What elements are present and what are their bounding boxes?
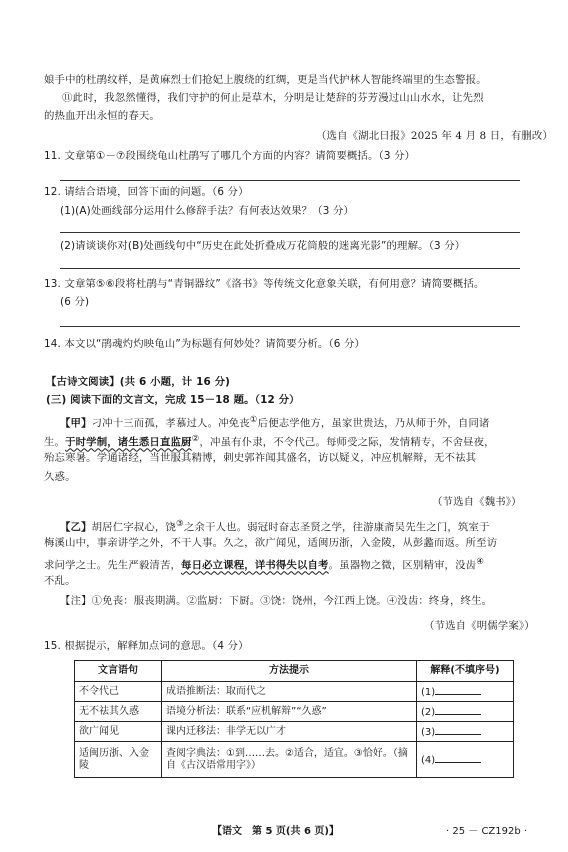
table-row: [75, 742, 514, 778]
jia-text: 后便志学他方，虽家世贵达，乃从师于外，自同诸: [257, 417, 490, 430]
answer-cell[interactable]: [417, 742, 514, 778]
column-header: 文言语句: [75, 661, 162, 682]
jia-line-2: [44, 433, 495, 449]
phrase-cell: 不令代己: [75, 682, 162, 702]
column-header: 方法提示: [162, 661, 417, 682]
underlined-sentence: 每日必立课程，详书得失以自考: [181, 559, 329, 572]
answer-blank[interactable]: [435, 752, 481, 763]
yi-text: 求问学之士。先生严毅清苦，: [44, 559, 182, 572]
hint-cell: 语境分析法：联系“应机解辩”“久惑”: [162, 702, 417, 722]
note-marker: ③: [175, 519, 184, 529]
yi-text: 胡居仁字叔心，饶: [91, 521, 176, 534]
section-heading: 【古诗文阅读】(共 6 小题，计 16 分): [46, 376, 231, 388]
answer-number: (1): [421, 687, 436, 698]
answer-blank[interactable]: [435, 684, 481, 695]
answer-number: (3): [421, 727, 436, 738]
yi-text: 。虽器物之微，区别精审，没齿: [328, 559, 477, 572]
answer-line: [60, 326, 520, 327]
passage-line-1: 娘手中的杜鹃纹样，是黄麻烈士们抢妃上腹绕的红绸，更是当代护林人智能终端里的生态警报。: [44, 74, 487, 86]
jia-line-3: 殆忘寒暑。学通诸经，当世服其精博，刺史郭祚闻其盛名，访以疑义，冲应机解辩，无不祛其: [44, 452, 477, 464]
jia-tag: 【甲】: [60, 417, 92, 430]
yi-tag: 【乙】: [60, 521, 92, 534]
yi-line-3: [44, 556, 484, 572]
answer-blank[interactable]: [435, 704, 481, 715]
answer-line: [60, 232, 520, 233]
jia-source: （节选自《魏书》）: [432, 496, 522, 508]
note-marker: ①: [249, 415, 258, 425]
footer-code: · 25 － CZ192b ·: [446, 826, 528, 837]
question-15: 15. 根据提示，解释加点词的意思。（4 分）: [44, 640, 249, 652]
question-15-table: [74, 660, 514, 778]
table-row: [75, 682, 514, 702]
answer-line: [60, 180, 520, 181]
note-marker: ②: [191, 434, 200, 444]
yi-text: 之余干人也。弱冠时奋志圣贤之学，往游康斋吴先生之门，筑室于: [183, 521, 490, 534]
jia-line-4: 久惑。: [44, 471, 76, 483]
question-11: 11. 文章第①－⑦段围绕龟山杜鹃写了哪几个方面的内容？请简要概括。（3 分）: [44, 150, 416, 162]
yi-line-2: 梅溪山中，事亲讲学之外，不干人事。久之，欲广闻见，适闽历浙，入金陵，从彭蠡而返。所至访: [44, 537, 498, 549]
answer-cell[interactable]: [417, 682, 514, 702]
question-12-1: (1)(A)处画线部分运用什么修辞手法？有何表达效果？（3 分）: [60, 205, 355, 217]
footer-page-label: 【语文 第 5 页(共 6 页)】: [212, 826, 339, 837]
passage-source: （选自《湖北日报》2025 年 4 月 8 日，有删改）: [316, 130, 554, 142]
jia-text: 刁冲十三而孤，孝慕过人。冲免丧: [91, 417, 250, 430]
question-12-2: (2)请谈谈你对(B)处画线句中“历史在此处折叠成万花筒般的迷离光影”的理解。（3 分）: [60, 240, 466, 252]
phrase-cell: 无不祛其久惑: [75, 702, 162, 722]
jia-line-1: [60, 414, 490, 430]
answer-cell[interactable]: [417, 702, 514, 722]
note-marker: ④: [476, 557, 485, 567]
hint-cell: 成语推断法：取而代之: [162, 682, 417, 702]
phrase-cell: 欲广闻见: [75, 722, 162, 742]
table-header-row: [75, 661, 514, 682]
hint-cell: 查阅字典法：①到……去。②适合，适宜。③恰好。（摘自《古汉语常用字》）: [162, 742, 417, 778]
section-subheading: (三) 阅读下面的文言文，完成 15－18 题。（12 分）: [46, 394, 300, 406]
question-13-line-1: 13. 文章第⑤⑥段将杜鹃与“青铜器纹”《洛书》等传统文化意象关联，有何用意？请简要概括。: [44, 278, 485, 290]
answer-number: (4): [421, 755, 436, 766]
answer-blank[interactable]: [435, 724, 481, 735]
hint-cell: 课内迁移法：非学无以广才: [162, 722, 417, 742]
phrase-cell: 适闽历浙、入金陵: [75, 742, 162, 778]
jia-text: 生。: [44, 436, 66, 449]
table-row: [75, 722, 514, 742]
underlined-sentence: 于时学制，诸生悉日直监厨: [65, 436, 192, 449]
question-12: 12. 请结合语境，回答下面的问题。（6 分）: [44, 186, 249, 198]
answer-line: [60, 268, 520, 269]
column-header: 解释(不填序号): [417, 661, 514, 682]
yi-line-1: [60, 518, 490, 534]
table-row: [75, 702, 514, 722]
answer-cell[interactable]: [417, 722, 514, 742]
yi-source: （节选自《明儒学案》）: [424, 620, 535, 632]
question-14: 14. 本文以“鹃魂灼灼映龟山”为标题有何妙处？请简要分析。（6 分）: [44, 338, 366, 350]
question-13-line-2: (6 分): [60, 296, 90, 308]
passage-line-2: ⑪此时，我忽然懂得，我们守护的何止是草木，分明是让楚辞的芬芳漫过山山水水，让先烈: [62, 92, 484, 104]
passage-line-3: 的热血开出永恒的春天。: [44, 110, 160, 122]
annotation-notes: 【注】①免丧：服丧期满。②监厨：下厨。③饶：饶州，今江西上饶。④没齿：终身，终生。: [60, 595, 493, 607]
answer-number: (2): [421, 707, 436, 718]
jia-text: ，冲虽有仆隶，不令代己。每师受之际，发情精专，不舍昼夜，: [199, 436, 495, 449]
yi-line-4: 不乱。: [44, 575, 76, 587]
